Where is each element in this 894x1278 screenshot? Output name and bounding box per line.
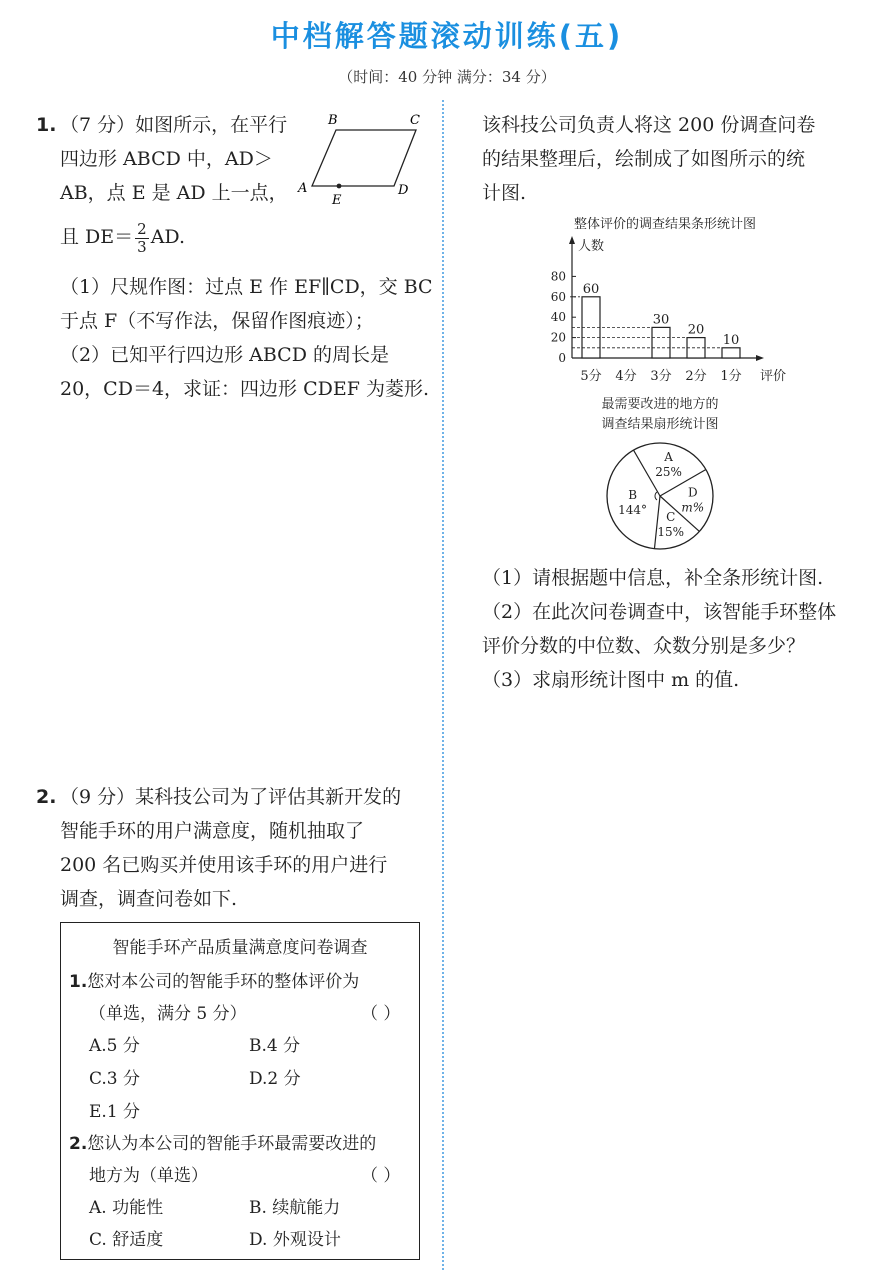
bar-value-label: 60 [582, 281, 600, 297]
parallelogram-figure [292, 108, 432, 208]
column-divider [442, 100, 444, 1270]
question-number: 2. [36, 786, 57, 808]
bar-value-label: 30 [652, 312, 670, 328]
q1-part-line: （2）已知平行四边形 ABCD 的周长是 [60, 344, 389, 366]
survey-q2-option: D. 外观设计 [249, 1230, 341, 1250]
label-c: C [410, 113, 420, 128]
pie-slice-value: 144° [618, 502, 648, 517]
x-axis-arrow [756, 355, 764, 361]
survey-q2-number: 2. [69, 1134, 88, 1154]
pie-chart [560, 390, 760, 555]
bar-chart-title: 整体评价的调查结果条形统计图 [573, 217, 757, 232]
pie-slice-label: C [666, 510, 676, 525]
q1-line: （7 分）如图所示，在平行 [60, 114, 288, 136]
question-1 [36, 108, 56, 142]
label-e: E [332, 193, 342, 208]
q1-line4-suffix: AD. [150, 226, 186, 248]
bar-value-label: 10 [722, 332, 740, 348]
survey-q1-blank[interactable]: （ ） [361, 1004, 401, 1024]
right-parts [482, 561, 836, 697]
survey-q1-option: B.4 分 [249, 1036, 301, 1056]
q1-part-line: （1）尺规作图：过点 E 作 EF∥CD，交 BC [60, 276, 433, 298]
page-subtitle: （时间：40 分钟 满分：34 分） [338, 68, 556, 86]
q1-line: AB，点 E 是 AD 上一点， [60, 182, 288, 204]
intro-line: 的结果整理后，绘制成了如图所示的统 [482, 148, 806, 170]
survey-q1 [69, 967, 359, 992]
y-tick-label: 60 [550, 289, 566, 304]
pie-slice-label: A [664, 450, 673, 465]
survey-q1-option: A.5 分 [89, 1036, 140, 1056]
x-tick-label: 5分 [580, 369, 602, 384]
part-line: （1）请根据题中信息，补全条形统计图. [482, 567, 824, 589]
parallelogram-abcd [312, 130, 416, 186]
label-b: B [328, 113, 338, 128]
question-2-text [60, 780, 401, 916]
y-tick-label: 80 [550, 269, 566, 284]
intro-line: 该科技公司负责人将这 200 份调查问卷 [482, 114, 816, 136]
x-axis-label: 评价 [760, 369, 787, 384]
bar [652, 327, 670, 358]
q1-line: 四边形 ABCD 中，AD＞ [60, 148, 273, 170]
survey-q1-sub: （单选，满分 5 分） [89, 1004, 247, 1024]
right-intro [482, 108, 815, 210]
survey-q2-option: A. 功能性 [89, 1198, 164, 1218]
y-tick-label: 20 [550, 330, 566, 345]
y-axis-arrow [569, 236, 575, 244]
question-number: 1. [36, 114, 57, 136]
survey-q1-number: 1. [69, 972, 88, 992]
page-title: 中档解答题滚动训练(五) [270, 19, 624, 53]
bar-chart [530, 212, 800, 390]
y-tick-label: 40 [550, 310, 566, 325]
survey-q2-option: B. 续航能力 [249, 1198, 341, 1218]
part-line: （3）求扇形统计图中 m 的值. [482, 669, 740, 691]
question-2 [36, 780, 56, 814]
intro-line: 计图. [482, 182, 527, 204]
q1-parts [60, 270, 433, 406]
point-e [337, 184, 342, 189]
survey-q2-text: 您认为本公司的智能手环最需要改进的 [87, 1134, 377, 1154]
fraction-two-thirds [135, 221, 149, 256]
survey-q2-blank[interactable]: （ ） [361, 1166, 401, 1186]
y-tick-label: 0 [558, 351, 566, 365]
label-a: A [298, 181, 308, 196]
bar-value-label: 20 [687, 322, 705, 338]
q2-line: 200 名已购买并使用该手环的用户进行 [60, 854, 388, 876]
pie-slice-value: m% [681, 500, 705, 515]
part-line: 评价分数的中位数、众数分别是多少？ [482, 635, 806, 657]
pie-slice-label: D [688, 485, 698, 500]
survey-q1-text: 您对本公司的智能手环的整体评价为 [87, 972, 360, 992]
x-tick-label: 3分 [650, 369, 672, 384]
survey-title: 智能手环产品质量满意度问卷调查 [112, 938, 368, 958]
fraction-numerator: 2 [137, 219, 147, 238]
q1-line4 [60, 220, 185, 256]
question-1-text [60, 108, 288, 210]
q1-part-line: 20，CD＝4，求证：四边形 CDEF 为菱形. [60, 378, 429, 400]
q2-line: （9 分）某科技公司为了评估其新开发的 [60, 786, 402, 808]
bar [722, 348, 740, 358]
q2-line: 智能手环的用户满意度，随机抽取了 [60, 820, 365, 842]
survey-q2-option: C. 舒适度 [89, 1230, 164, 1250]
pie-title-line: 调查结果扇形统计图 [601, 417, 719, 432]
survey-q2 [69, 1129, 376, 1154]
q2-line: 调查，调查问卷如下. [60, 888, 238, 910]
pie-title-line: 最需要改进的地方的 [601, 397, 719, 412]
survey-box [60, 922, 420, 1260]
pie-slice-value: 25% [655, 465, 682, 480]
part-line: （2）在此次问卷调查中，该智能手环整体 [482, 601, 837, 623]
x-tick-label: 2分 [685, 369, 707, 384]
survey-q2-sub: 地方为（单选） [89, 1166, 208, 1186]
x-tick-label: 4分 [615, 369, 637, 384]
survey-q1-option: C.3 分 [89, 1069, 141, 1089]
x-tick-label: 1分 [720, 369, 742, 384]
fraction-denominator: 3 [137, 237, 147, 256]
q1-part-line: 于点 F（不写作法，保留作图痕迹）； [60, 310, 374, 332]
label-d: D [398, 183, 409, 198]
y-axis-label: 人数 [578, 239, 605, 254]
pie-slice-label: B [628, 487, 638, 502]
pie-slice-value: 15% [657, 525, 685, 540]
survey-q1-option: E.1 分 [89, 1102, 141, 1122]
q1-line4-prefix: 且 DE＝ [60, 226, 134, 248]
survey-q1-option: D.2 分 [249, 1069, 301, 1089]
